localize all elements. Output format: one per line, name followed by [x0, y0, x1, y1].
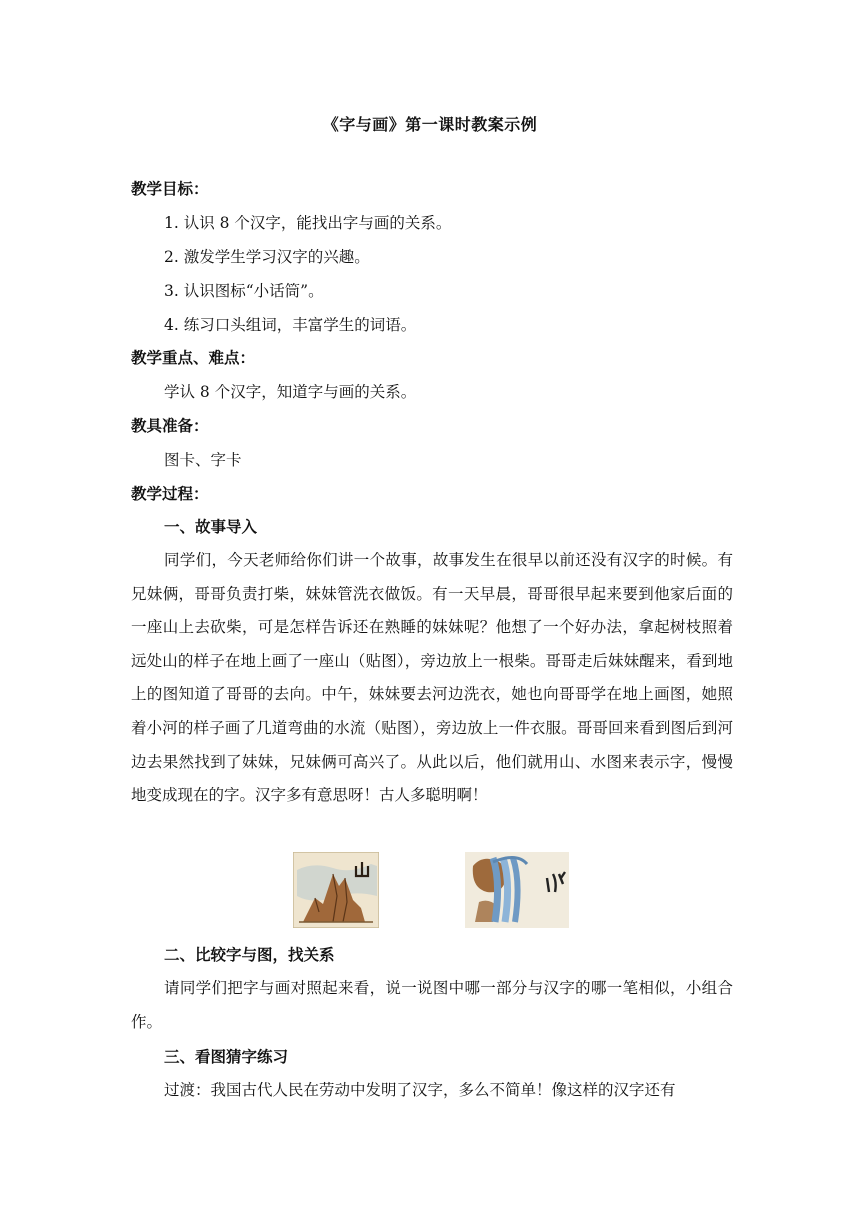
goal-item-4: 4. 练习口头组词，丰富学生的词语。 — [164, 316, 417, 334]
key-points-heading: 教学重点、难点： — [131, 349, 256, 367]
step3-title: 三、看图猜字练习 — [164, 1048, 289, 1066]
goal-item-3: 3. 认识图标“小话筒”。 — [164, 282, 324, 300]
page-title: 《字与画》第一课时教案示例 — [322, 115, 538, 134]
goal-item-2: 2. 激发学生学习汉字的兴趣。 — [164, 248, 370, 266]
step2-paragraph: 请同学们把字与画对照起来看，说一说图中哪一部分与汉字的哪一笔相似，小组合作。 — [131, 979, 733, 1031]
step3-paragraph: 过渡：我国古代人民在劳动中发明了汉字，多么不简单！像这样的汉字还有 — [164, 1081, 676, 1099]
materials-heading: 教具准备： — [131, 417, 209, 435]
step1-story-paragraph: 同学们，今天老师给你们讲一个故事，故事发生在很早以前还没有汉字的时候。有兄妹俩，哥哥负责打柴，妹妹管洗衣做饭。有一天早晨，哥哥很早起来要到他家后面的一座山上去砍柴，可是怎样告诉还在熟睡的妹妹呢？他想了一个好办法，拿起树枝照着远处山的样子在地上画了一座山（贴图），旁边放上一根柴。哥哥走后妹妹醒来，看到地上的图知道了哥哥的去向。中午，妹妹要去河边洗衣，她也向哥哥学在地上画图，她照着小河的样子画了几道弯曲的水流（贴图），旁边放上一件衣服。哥哥回来看到图后到河边去果然找到了妹妹，兄妹俩可高兴了。从此以后，他们就用山、水图来表示字，慢慢地变成现在的字。汉字多有意思呀！古人多聪明啊！ — [131, 551, 733, 805]
mountain-picture — [293, 852, 379, 928]
process-heading: 教学过程： — [131, 485, 209, 503]
water-picture — [465, 852, 569, 928]
materials-text: 图卡、字卡 — [164, 451, 242, 469]
step2-title: 二、比较字与图，找关系 — [164, 946, 335, 964]
water-picture-icon — [465, 852, 569, 928]
key-points-text: 学认 8 个汉字，知道字与画的关系。 — [164, 383, 417, 401]
goals-heading: 教学目标： — [131, 180, 209, 198]
step1-title: 一、故事导入 — [164, 518, 258, 536]
goal-item-1: 1. 认识 8 个汉字，能找出字与画的关系。 — [164, 214, 452, 232]
mountain-picture-icon — [293, 852, 379, 928]
